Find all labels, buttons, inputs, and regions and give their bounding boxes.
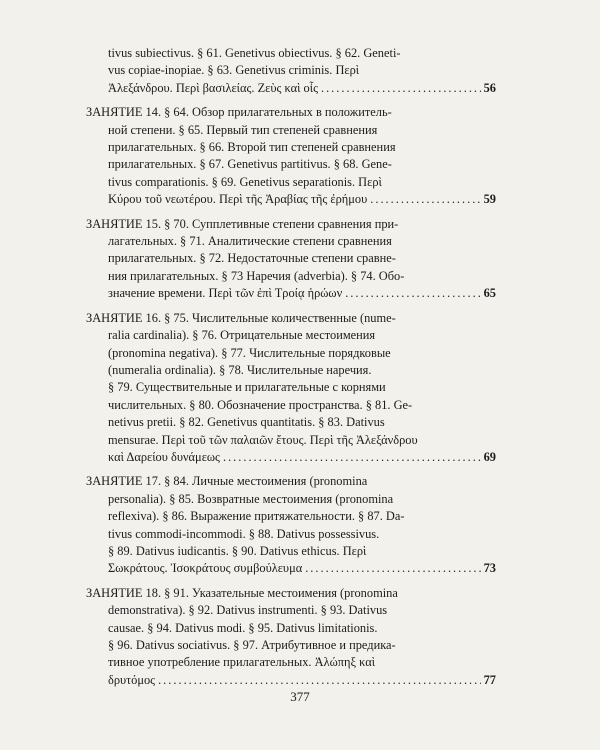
toc-entry-last-line [86,560,496,577]
dot-leader [370,191,480,208]
toc-entry-last-line [86,285,496,302]
toc-entry-line: § 96. Dativus sociativus. § 97. Атрибутивное и предика- [108,638,396,652]
toc-entry-line: ЗАНЯТИЕ 15. § 70. Супплетивные степени сравнения при- [86,216,399,231]
toc-entry-line: personalia). § 85. Возвратные местоимения (pronomina [108,491,394,506]
toc-entry-last-line [86,449,496,466]
toc-entry-last-line [86,191,496,208]
toc-entry-line: прилагательных. § 72. Недостаточные степени сравне- [108,251,396,266]
dot-leader [223,449,481,466]
dot-leader [305,560,480,577]
page-number: 377 [290,689,310,704]
toc-entry-line: ной степени. § 65. Первый тип степеней сравнения [108,122,378,137]
toc-entry [86,310,496,467]
toc-page-number: 56 [483,80,496,95]
toc-entry-line: лагательных. § 71. Аналитические степени сравнения [108,234,392,249]
toc-entry-last-text: Σωκράτους. Ἰσοκράτους συμβούλευμα [108,561,303,576]
toc-entry-line: ЗАНЯТИЕ 14. § 64. Обзор прилагательных в положитель- [86,105,392,120]
toc-page-number: 69 [483,449,496,464]
table-of-contents [0,45,600,696]
toc-entry-line: causae. § 94. Dativus modi. § 95. Dativus limitationis. [108,620,378,635]
toc-entry [86,45,496,97]
toc-entry-last-text: καὶ Δαρείου δυνάμεως [108,449,220,464]
toc-entry-line: прилагательных. § 67. Genetivus partitivus. § 68. Gene- [108,157,392,172]
toc-entry-line: netivus pretii. § 82. Genetivus quantitatis. § 83. Dativus [108,415,385,430]
dot-leader [158,672,481,689]
toc-entry-line: (pronomina negativa). § 77. Числительные порядковые [108,345,391,360]
toc-entry-line: (numeralia ordinalia). § 78. Числительные наречия. [108,362,372,377]
toc-entry-line: числительных. § 80. Обозначение пространства. § 81. Ge- [108,397,413,412]
toc-entry-line: vus copiae-inopiae. § 63. Genetivus criminis. Περὶ [108,63,360,78]
toc-page-number: 59 [483,192,496,207]
dot-leader [345,285,480,302]
toc-entry-line: tivus commodi-incommodi. § 88. Dativus possessivus. [108,526,380,541]
toc-entry [86,473,496,577]
toc-entry-line: ralia cardinalia). § 76. Отрицательные местоимения [108,328,376,343]
toc-entry-last-text: Ἀλεξάνδρου. Περὶ βασιλείας. Ζεὺς καὶ οἶς [108,80,318,95]
toc-entry [86,216,496,303]
toc-entry-last-line [86,80,496,97]
toc-entry-last-text: Κύρου τοῦ νεωτέρου. Περὶ τῆς Ἀραβίας τῆς ἐρήμου [108,192,368,207]
toc-entry-last-text: δρυτόμος [108,672,156,687]
toc-entry [86,585,496,689]
toc-entry-line: ЗАНЯТИЕ 18. § 91. Указательные местоимения (pronomina [86,585,398,600]
toc-entry-line: tivus comparationis. § 69. Genetivus separationis. Περὶ [108,174,382,189]
toc-entry [86,104,496,208]
toc-entry-line: ЗАНЯТИЕ 17. § 84. Личные местоимения (pronomina [86,474,368,489]
toc-entry-line: reflexiva). § 86. Выражение притяжательности. § 87. Da- [108,509,405,524]
toc-page-number: 65 [483,286,496,301]
dot-leader [321,80,481,97]
toc-entry-line: ЗАНЯТИЕ 16. § 75. Числительные количественные (nume- [86,310,396,325]
toc-entry-line: тивное употребление прилагательных. Ἀλώπηξ καὶ [108,655,376,670]
toc-entry-line: § 89. Dativus iudicantis. § 90. Dativus ethicus. Περὶ [108,543,367,558]
toc-entry-line: прилагательных. § 66. Второй тип степеней сравнения [108,140,396,155]
toc-entry-line: tivus subiectivus. § 61. Genetivus obiectivus. § 62. Geneti- [108,46,401,60]
toc-entry-line: § 79. Существительные и прилагательные с корнями [108,380,386,395]
toc-entry-line: demonstrativa). § 92. Dativus instrumenti. § 93. Dativus [108,603,388,618]
toc-entry-last-line [86,672,496,689]
toc-entry-line: ния прилагательных. § 73 Наречия (adverbia). § 74. Обо- [108,268,405,283]
toc-entry-last-text: значение времени. Περὶ τῶν ἐπὶ Τροίᾳ ἡρώων [108,286,343,301]
toc-page-number: 73 [483,561,496,576]
toc-page-number: 77 [483,672,496,687]
toc-entry-line: mensurae. Περὶ τοῦ τῶν παλαιῶν ἔτους. Περὶ τῆς Ἀλεξάνδρου [108,432,418,447]
